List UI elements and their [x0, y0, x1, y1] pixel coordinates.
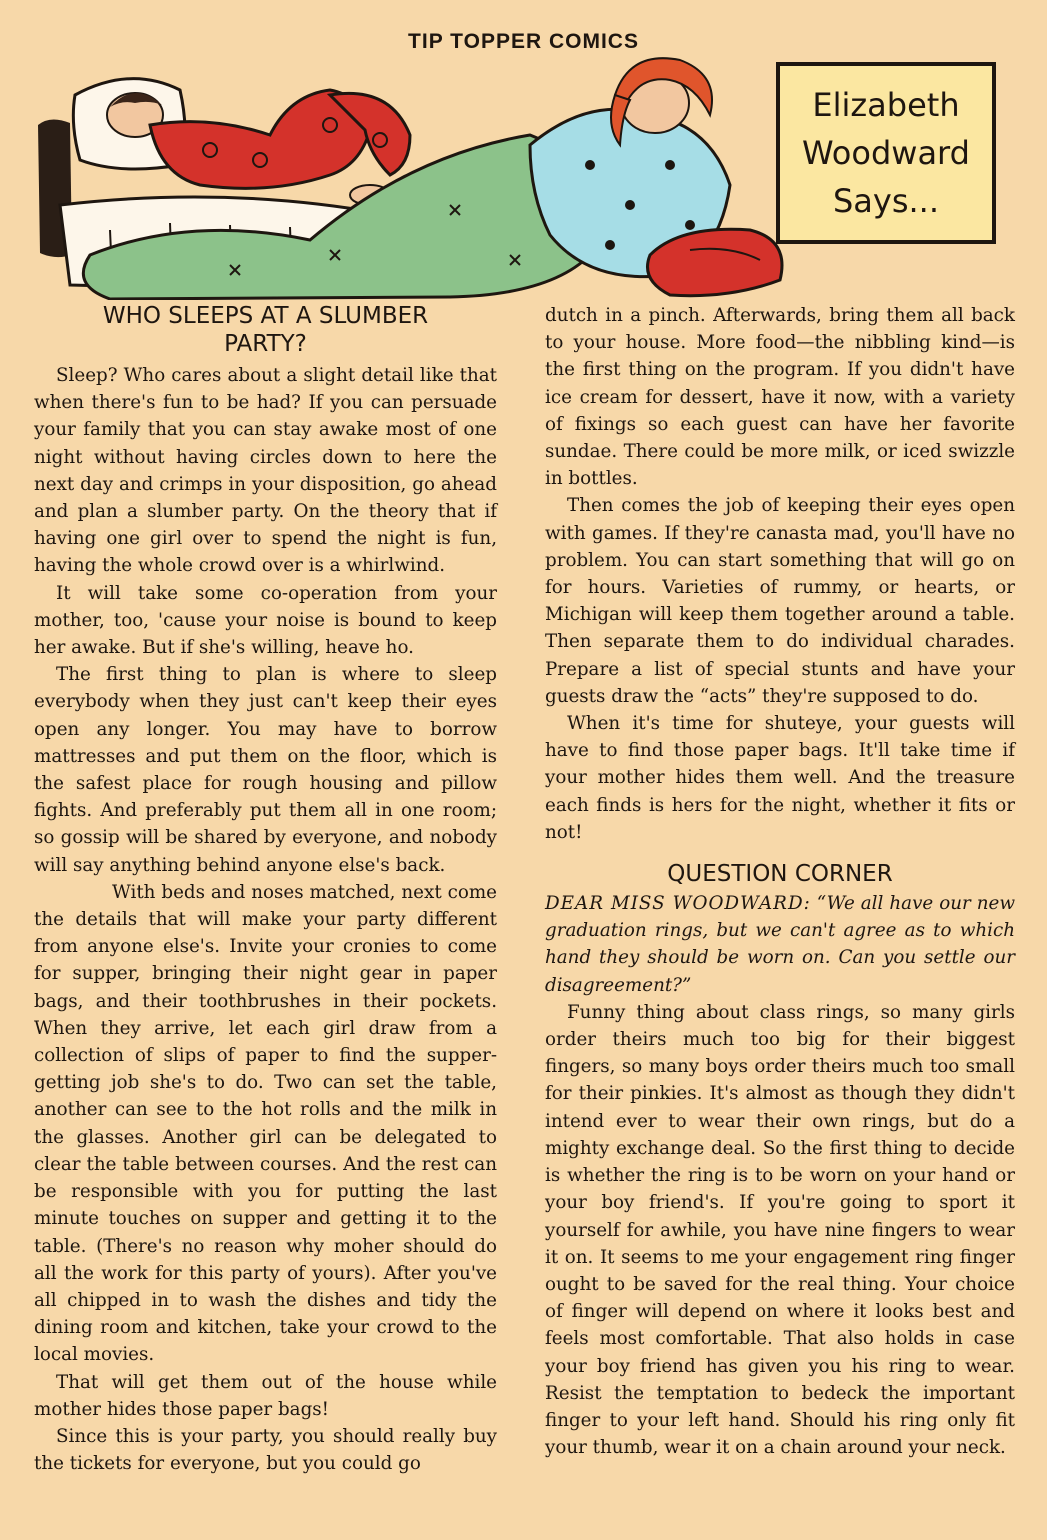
article-paragraph: It will take some co-operation from your mother, too, 'cause your noise is bound to keep her awake. But if she's willing, heave ho.	[34, 582, 497, 659]
article-paragraph: When it's time for shuteye, your guests will have to find those paper bags. It'll take time if your mother hides them well. And the treasure each finds is hers for the night, whether it fits or not!	[545, 713, 1015, 843]
article-heading	[34, 302, 497, 358]
article-paragraph: dutch in a pinch. Afterwards, bring them all back to your house. More food—the nibbling kind—is the first thing on the program. If you didn't have ice cream for dessert, have it now, with a variety of fixings so each guest can have her favorite sundae. There could be more milk, or iced swizzle in bottles.	[545, 305, 1015, 490]
reader-question	[545, 890, 1015, 999]
article-paragraph: With beds and noses matched, next come the details that will make your party different from anyone else's. Invite your cronies to come for supper, bringing their night gear in paper bags, and their toothbrushes in their pockets. When they arrive, let each girl draw from a collection of slips of paper to find the supper-getting job she's to do. Two can set the table, another can see to the hot rolls and the milk in the glasses. Another girl can be delegated to clear the table between courses. And the rest can be responsible with you for putting the last minute touches on supper and getting it to the table. (There's no reason why moher should do all the work for this party of yours). After you've all chipped in to wash the dishes and tidy the dining room and kitchen, take your crowd to the local movies.	[34, 881, 497, 1366]
says-line-2: Woodward	[802, 134, 970, 172]
left-column	[34, 302, 497, 1477]
question-lead: DEAR MISS WOODWARD:	[545, 893, 811, 915]
question-corner-heading: QUESTION CORNER	[667, 861, 893, 888]
article-paragraph: Then comes the job of keeping their eyes open with games. If they're canasta mad, you'll have no problem. You can start something that will go on for hours. Varieties of rummy, or hearts, or Michigan will keep them together around a table. Then separate them to do individual charades. Prepare a list of special stunts and have your guests draw the “acts” they're supposed to do.	[545, 495, 1015, 707]
masthead-title: TIP TOPPER COMICS	[408, 30, 639, 53]
article-paragraph: The first thing to plan is where to sleep everybody when they just can't keep their eyes open any longer. You may have to borrow mattresses and put them on the floor, which is the safest place for rough housing and pillow fights. And preferably put them all in one room; so gossip will be shared by everyone, and nobody will say anything behind anyone else's back.	[34, 664, 497, 876]
article-paragraph: Since this is your party, you should really buy the tickets for everyone, but you could go	[34, 1425, 497, 1475]
article-heading-line-1: WHO SLEEPS AT A SLUMBER	[102, 303, 429, 329]
question-text: “We all have our new graduation rings, but we can't agree as to which hand they should be worn on. Can you settle our disagreement?”	[545, 893, 1016, 996]
article-paragraph: That will get them out of the house while mother hides those paper bags!	[34, 1371, 497, 1420]
article-paragraph: Sleep? Who cares about a slight detail like that when there's fun to be had? If you can persuade your family that you can stay awake most of one night without having circles down to here the next day and crimps in your disposition, go ahead and plan a slumber party. On the theory that if having one girl over to spend the night is fun, having the whole crowd over is a whirlwind.	[34, 365, 497, 577]
says-line-3: Says...	[832, 182, 940, 220]
elizabeth-woodward-says-box	[776, 62, 996, 244]
article-heading-line-2: PARTY?	[224, 331, 307, 357]
right-column	[545, 302, 1015, 1461]
answer-paragraph: Funny thing about class rings, so many girls order theirs much too big for their biggest fingers, so many boys order theirs much too small for their pinkies. It's almost as though they didn't intend ever to wear their own rings, but do a mighty exchange deal. So the first thing to decide is whether the ring is to be worn on your hand or your boy friend's. If you're going to sport it yourself for awhile, you have nine fingers to wear it on. It seems to me your engagement ring finger ought to be saved for the real thing. Your choice of finger will depend on where it looks best and feels most comfortable. That also holds in case your boy friend has given you his ring to wear. Resist the temptation to bedeck the important finger to your left hand. Should his ring only fit your thumb, wear it on a chain around your neck.	[545, 1001, 1015, 1459]
says-line-1: Elizabeth	[812, 86, 960, 124]
